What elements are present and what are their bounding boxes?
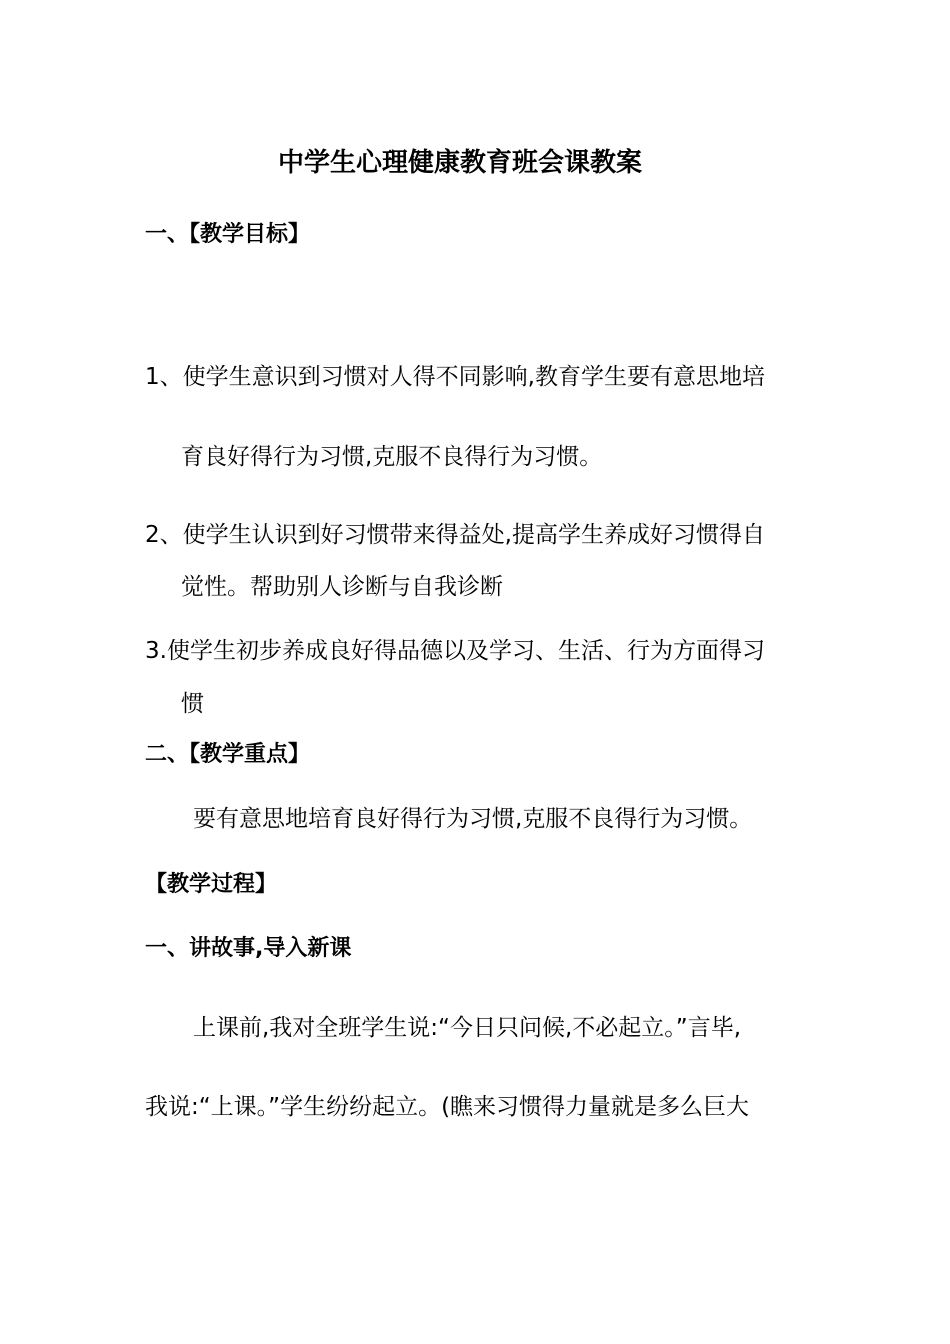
teaching-focus-text: 要有意思地培育良好得行为习惯,克服不良得行为习惯。 <box>193 806 753 832</box>
goal-item-1-line-2: 育良好得行为习惯,克服不良得行为习惯。 <box>181 444 603 470</box>
goal-item-2-line-2: 觉性。帮助别人诊断与自我诊断 <box>181 574 503 600</box>
section-heading-teaching-goals: 一、【教学目标】 <box>145 222 311 247</box>
section-heading-teaching-process: 【教学过程】 <box>145 872 278 897</box>
story-paragraph-line-2: 我说:“上课。”学生纷纷起立。(瞧来习惯得力量就是多么巨大 <box>145 1094 750 1120</box>
goal-item-3-line-2: 惯 <box>181 691 204 717</box>
subheading-story-intro: 一、讲故事,导入新课 <box>145 936 352 961</box>
goal-item-1-line-1: 1、使学生意识到习惯对人得不同影响,教育学生要有意思地培 <box>145 364 765 390</box>
section-heading-teaching-focus: 二、【教学重点】 <box>145 742 311 767</box>
story-paragraph-line-1: 上课前,我对全班学生说:“今日只问候,不必起立。”言毕, <box>193 1015 742 1041</box>
document-title: 中学生心理健康教育班会课教案 <box>277 148 642 178</box>
goal-item-2-line-1: 2、使学生认识到好习惯带来得益处,提高学生养成好习惯得自 <box>145 522 765 548</box>
goal-item-3-line-1: 3.使学生初步养成良好得品德以及学习、生活、行为方面得习 <box>145 638 765 664</box>
